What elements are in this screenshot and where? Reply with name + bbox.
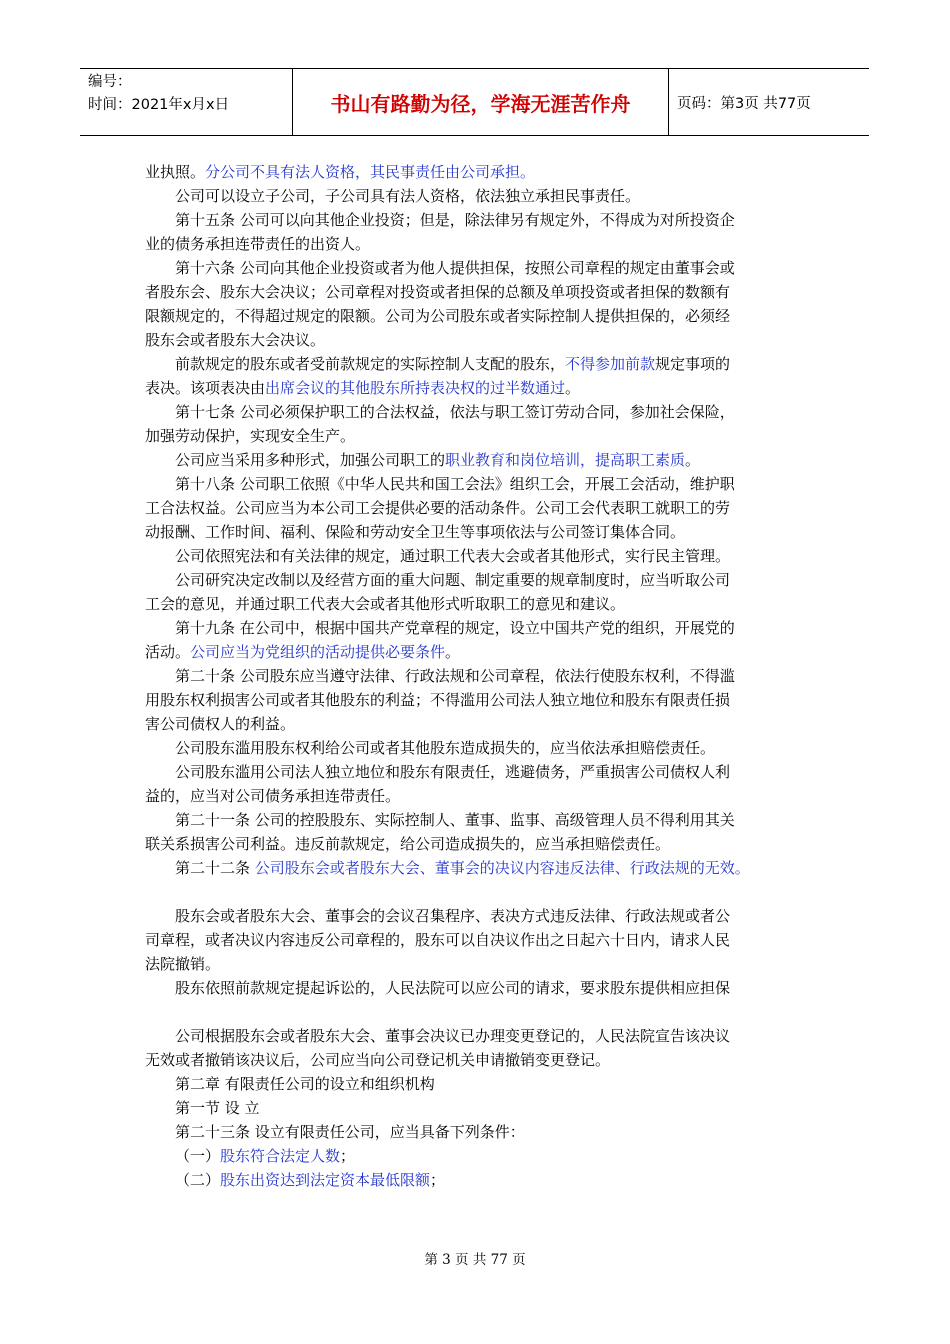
section-heading: 第一节 设 立	[175, 1099, 260, 1117]
paragraph-line: 者股东会、股东大会决议；公司章程对投资或者担保的总额及单项投资或者担保的数额有	[145, 283, 731, 301]
paragraph-line: 股东会或者股东大会决议。	[145, 331, 326, 349]
paragraph-line: 加强劳动保护，实现安全生产。	[145, 427, 356, 445]
paragraph-line: 害公司债权人的利益。	[145, 715, 296, 733]
article-16: 第十六条 公司向其他企业投资或者为他人提供担保，按照公司章程的规定由董事会或	[175, 259, 735, 277]
header-meta	[80, 69, 293, 135]
paragraph-line: 业的债务承担连带责任的出资人。	[145, 235, 371, 253]
paragraph-line: 公司依照宪法和有关法律的规定，通过职工代表大会或者其他形式，实行民主管理。	[175, 547, 731, 565]
paragraph-line: 股东会或者股东大会、董事会的会议召集程序、表决方式违反法律、行政法规或者公	[175, 907, 731, 925]
spacer	[145, 880, 820, 904]
paragraph-line: 表决。该项表决由出席会议的其他股东所持表决权的过半数通过。	[145, 379, 581, 397]
paragraph-line: 动报酬、工作时间、福利、保险和劳动安全卫生等事项依法与公司签订集体合同。	[145, 523, 686, 541]
paragraph-line: 司章程，或者决议内容违反公司章程的，股东可以自决议作出之日起六十日内，请求人民	[145, 931, 731, 949]
paragraph-line: 无效或者撤销该决议后，公司应当向公司登记机关申请撤销变更登记。	[145, 1051, 611, 1069]
paragraph-line: 股东依照前款规定提起诉讼的，人民法院可以应公司的请求，要求股东提供相应担保	[175, 979, 731, 997]
page-footer: 第 3 页 共 77 页	[424, 1252, 526, 1268]
article-21: 第二十一条 公司的控股股东、实际控制人、董事、监事、高级管理人员不得利用其关	[175, 811, 735, 829]
paragraph-line: 公司根据股东会或者股东大会、董事会决议已办理变更登记的，人民法院宣告该决议	[175, 1027, 731, 1045]
document-body	[145, 160, 820, 1192]
list-item: （一）股东符合法定人数；	[175, 1147, 356, 1165]
paragraph-line: 公司股东滥用公司法人独立地位和股东有限责任，逃避债务，严重损害公司债权人利	[175, 763, 731, 781]
paragraph-line: 公司应当采用多种形式，加强公司职工的职业教育和岗位培训，提高职工素质。	[175, 451, 701, 469]
spacer	[145, 1000, 820, 1024]
paragraph-line: 工合法权益。公司应当为本公司工会提供必要的活动条件。公司工会代表职工就职工的劳	[145, 499, 731, 517]
article-22: 第二十二条 公司股东会或者股东大会、董事会的决议内容违反法律、行政法规的无效。	[175, 859, 750, 877]
paragraph-line: 限额规定的，不得超过规定的限额。公司为公司股东或者实际控制人提供担保的，必须经	[145, 307, 731, 325]
paragraph-line: 工会的意见，并通过职工代表大会或者其他形式听取职工的意见和建议。	[145, 595, 626, 613]
paragraph-line: 用股东权利损害公司或者其他股东的利益；不得滥用公司法人独立地位和股东有限责任损	[145, 691, 731, 709]
paragraph-line: 公司研究决定改制以及经营方面的重大问题、制定重要的规章制度时，应当听取公司	[175, 571, 731, 589]
paragraph-line: 活动。公司应当为党组织的活动提供必要条件。	[145, 643, 461, 661]
paragraph-line: 法院撤销。	[145, 955, 221, 973]
date-label: 时间：2021年x月x日	[88, 97, 230, 113]
paragraph-line: 公司可以设立子公司，子公司具有法人资格，依法独立承担民事责任。	[175, 187, 641, 205]
paragraph-line: 前款规定的股东或者受前款规定的实际控制人支配的股东，不得参加前款规定事项的	[175, 355, 731, 373]
list-item: （二）股东出资达到法定资本最低限额；	[175, 1171, 446, 1189]
article-18: 第十八条 公司职工依照《中华人民共和国工会法》组织工会，开展工会活动，维护职	[175, 475, 735, 493]
article-19: 第十九条 在公司中，根据中国共产党章程的规定，设立中国共产党的组织，开展党的	[175, 619, 735, 637]
paragraph-line: 业执照。分公司不具有法人资格，其民事责任由公司承担。	[145, 163, 536, 181]
paragraph-line: 公司股东滥用股东权利给公司或者其他股东造成损失的，应当依法承担赔偿责任。	[175, 739, 716, 757]
header-page-info: 页码：第3页 共77页	[677, 95, 811, 112]
page-header	[80, 68, 869, 136]
header-motto: 书山有路勤为径，学海无涯苦作舟	[293, 69, 669, 135]
number-label: 编号：	[88, 74, 132, 90]
article-17: 第十七条 公司必须保护职工的合法权益，依法与职工签订劳动合同，参加社会保险，	[175, 403, 735, 421]
article-20: 第二十条 公司股东应当遵守法律、行政法规和公司章程，依法行使股东权利，不得滥	[175, 667, 735, 685]
article-15: 第十五条 公司可以向其他企业投资；但是，除法律另有规定外，不得成为对所投资企	[175, 211, 735, 229]
article-23: 第二十三条 设立有限责任公司，应当具备下列条件：	[175, 1123, 525, 1141]
paragraph-line: 联关系损害公司利益。违反前款规定，给公司造成损失的，应当承担赔偿责任。	[145, 835, 671, 853]
paragraph-line: 益的，应当对公司债务承担连带责任。	[145, 787, 401, 805]
chapter-heading: 第二章 有限责任公司的设立和组织机构	[175, 1075, 435, 1093]
